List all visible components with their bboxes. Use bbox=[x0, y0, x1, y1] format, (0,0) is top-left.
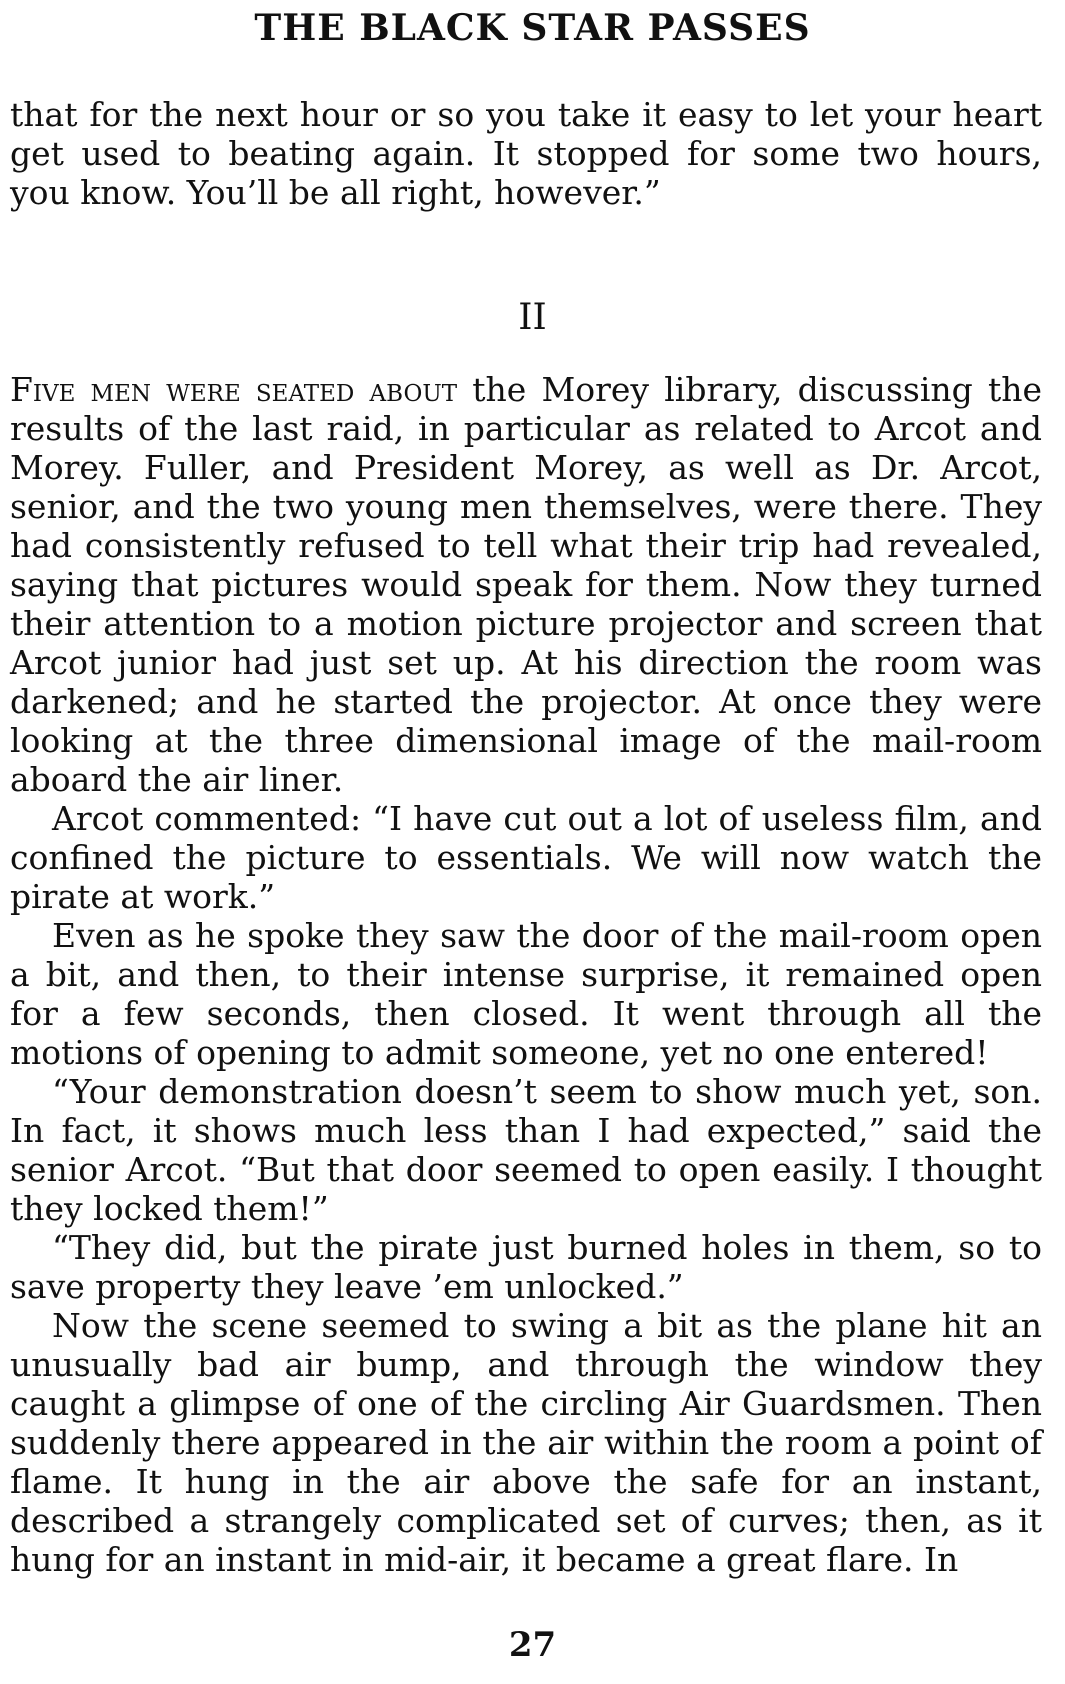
continued-paragraph: that for the next hour or so you take it easy to let your heart get used to beating again. It stopped for some two hours, you know. You’ll be all right, however.” bbox=[10, 95, 1042, 212]
page-number: 27 bbox=[508, 1625, 557, 1665]
section-body bbox=[10, 370, 1042, 1579]
section-number: II bbox=[518, 297, 547, 338]
body-paragraph: “Your demonstration doesn’t seem to show much yet, son. In fact, it shows much less than I had expected,” said the senior Arcot. “But that door seemed to open easily. I thought they locked them!” bbox=[10, 1072, 1042, 1228]
continued-text-block bbox=[10, 95, 1042, 212]
opening-paragraph bbox=[10, 370, 1042, 799]
opening-small-caps: Five men were seated about bbox=[10, 370, 458, 409]
body-paragraph: Arcot commented: “I have cut out a lot of useless film, and confined the picture to essentials. We will now watch the pirate at work.” bbox=[10, 799, 1042, 916]
body-paragraph: Even as he spoke they saw the door of the mail-room open a bit, and then, to their intense surprise, it remained open for a few seconds, then closed. It went through all the motions of opening to admit someone, yet no one entered! bbox=[10, 916, 1042, 1072]
running-head: THE BLACK STAR PASSES bbox=[254, 7, 811, 49]
body-paragraph: Now the scene seemed to swing a bit as the plane hit an unusually bad air bump, and through the window they caught a glimpse of one of the circling Air Guardsmen. Then suddenly there appeared in the air within the room a point of flame. It hung in the air above the safe for an instant, described a strangely complicated set of curves; then, as it hung for an instant in mid-air, it became a great flare. In bbox=[10, 1306, 1042, 1579]
opening-paragraph-text: the Morey library, discussing the results of the last raid, in particular as related to Arcot and Morey. Fuller, and President Morey, as well as Dr. Arcot, senior, and the two young men themselves, were there. They had consistently refused to tell what their trip had revealed, saying that pictures would speak for them. Now they turned their attention to a motion picture projector and screen that Arcot junior had just set up. At his direction the room was darkened; and he started the projector. At once they were looking at the three dimensional image of the mail-room aboard the air liner. bbox=[10, 370, 1042, 799]
body-paragraph: “They did, but the pirate just burned holes in them, so to save property they leave ’em unlocked.” bbox=[10, 1228, 1042, 1306]
